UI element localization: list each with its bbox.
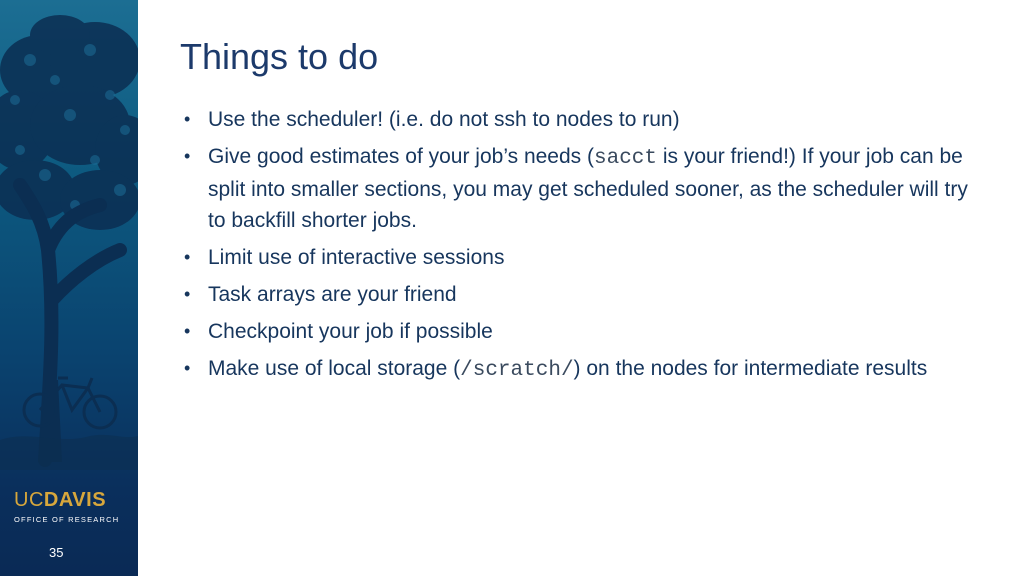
- tree-illustration: [0, 0, 138, 480]
- logo-davis: DAVIS: [43, 489, 107, 511]
- bullet-text-pre: Make use of local storage (: [208, 357, 461, 380]
- bullet-list: [180, 104, 980, 392]
- logo-uc: UC: [14, 489, 44, 511]
- bullet-icon: •: [184, 109, 191, 129]
- bullet-icon: •: [184, 247, 191, 267]
- bullet-text: Task arrays are your friend: [208, 283, 457, 306]
- logo-subtitle: OFFICE OF RESEARCH: [14, 515, 120, 524]
- bullet-icon: •: [184, 284, 191, 304]
- slide-title: Things to do: [180, 36, 379, 77]
- bullet-item: [180, 242, 980, 273]
- bullet-text-post: ) on the nodes for intermediate results: [573, 357, 928, 380]
- page-number: 35: [49, 545, 64, 560]
- bullet-icon: •: [184, 146, 191, 166]
- bullet-text: Use the scheduler! (i.e. do not ssh to nodes to run): [208, 108, 680, 131]
- bullet-item: [180, 279, 980, 310]
- bullet-item: [180, 353, 980, 386]
- bullet-item: [180, 141, 980, 236]
- bullet-text-pre: Give good estimates of your job’s needs (: [208, 145, 594, 168]
- logo-wordmark: [14, 489, 124, 511]
- bullet-text-post: is your friend!) If your job can be split into smaller sections, you may get scheduled sooner, as the scheduler will try to backfill shorter jobs.: [208, 145, 968, 232]
- bullet-icon: •: [184, 321, 191, 341]
- code-sacct: sacct: [594, 147, 658, 170]
- bullet-text: Limit use of interactive sessions: [208, 246, 505, 269]
- sidebar-panel: [0, 0, 138, 576]
- uc-davis-logo: [14, 489, 124, 524]
- bullet-icon: •: [184, 358, 191, 378]
- bullet-item: [180, 104, 980, 135]
- bullet-text: Checkpoint your job if possible: [208, 320, 493, 343]
- code-scratch: /scratch/: [460, 359, 574, 382]
- bullet-item: [180, 316, 980, 347]
